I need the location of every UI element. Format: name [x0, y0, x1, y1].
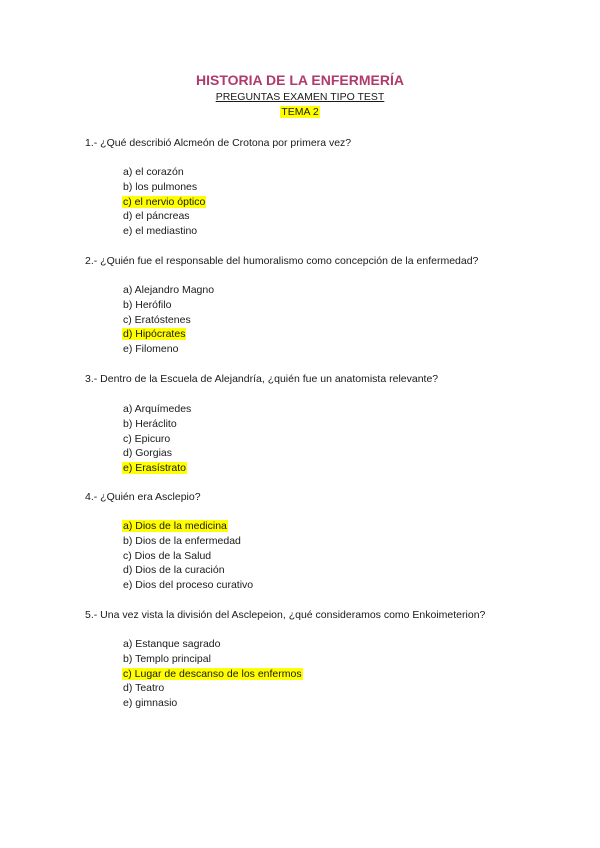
- option: e) Dios del proceso curativo: [123, 579, 254, 592]
- question-3-options: [122, 402, 192, 476]
- option: a) Estanque sagrado: [123, 638, 221, 650]
- option: e) el mediastino: [123, 225, 198, 238]
- option: a) Arquímedes: [123, 403, 192, 415]
- option: b) los pulmones: [123, 180, 198, 193]
- option: b) Templo principal: [123, 652, 211, 665]
- option: d) el páncreas: [123, 210, 190, 223]
- option: d) Dios de la curación: [123, 564, 225, 577]
- option: b) Dios de la enfermedad: [123, 534, 241, 547]
- document-header: [0, 71, 600, 119]
- option: b) Heráclito: [123, 417, 177, 430]
- question-3: 3.- Dentro de la Escuela de Alejandría, ¿quién fue un anatomista relevante?: [85, 373, 439, 385]
- option: b) Herófilo: [123, 298, 172, 311]
- question-2-options: [122, 283, 215, 357]
- question-2: 2.- ¿Quién fue el responsable del humoralismo como concepción de la enfermedad?: [85, 255, 479, 267]
- option: e) gimnasio: [123, 697, 178, 710]
- document-subtitle: PREGUNTAS EXAMEN TIPO TEST: [215, 91, 385, 103]
- option-correct: e) Erasístrato: [123, 462, 187, 475]
- option: a) Alejandro Magno: [123, 284, 215, 296]
- question-5: 5.- Una vez vista la división del Asclepeion, ¿qué consideramos como Enkoimeterion?: [85, 609, 486, 621]
- question-1-options: [122, 165, 206, 239]
- question-4-options: [122, 519, 254, 593]
- option: c) Dios de la Salud: [123, 549, 212, 562]
- option: e) Filomeno: [123, 343, 179, 356]
- topic-label: TEMA 2: [281, 106, 319, 118]
- option: d) Teatro: [123, 682, 165, 695]
- option-correct: a) Dios de la medicina: [123, 520, 227, 532]
- question-1: 1.- ¿Qué describió Alcmeón de Crotona por primera vez?: [85, 137, 352, 149]
- question-4: 4.- ¿Quién era Asclepio?: [85, 491, 201, 503]
- option-correct: c) el nervio óptico: [123, 195, 206, 208]
- option: c) Eratóstenes: [123, 313, 191, 326]
- option-correct: c) Lugar de descanso de los enfermos: [123, 667, 302, 680]
- option: c) Epicuro: [123, 432, 171, 445]
- option: d) Gorgias: [123, 447, 173, 460]
- option: a) el corazón: [123, 166, 184, 178]
- option-correct: d) Hipócrates: [123, 328, 186, 341]
- document-title: HISTORIA DE LA ENFERMERÍA: [196, 72, 404, 88]
- question-5-options: [122, 637, 303, 711]
